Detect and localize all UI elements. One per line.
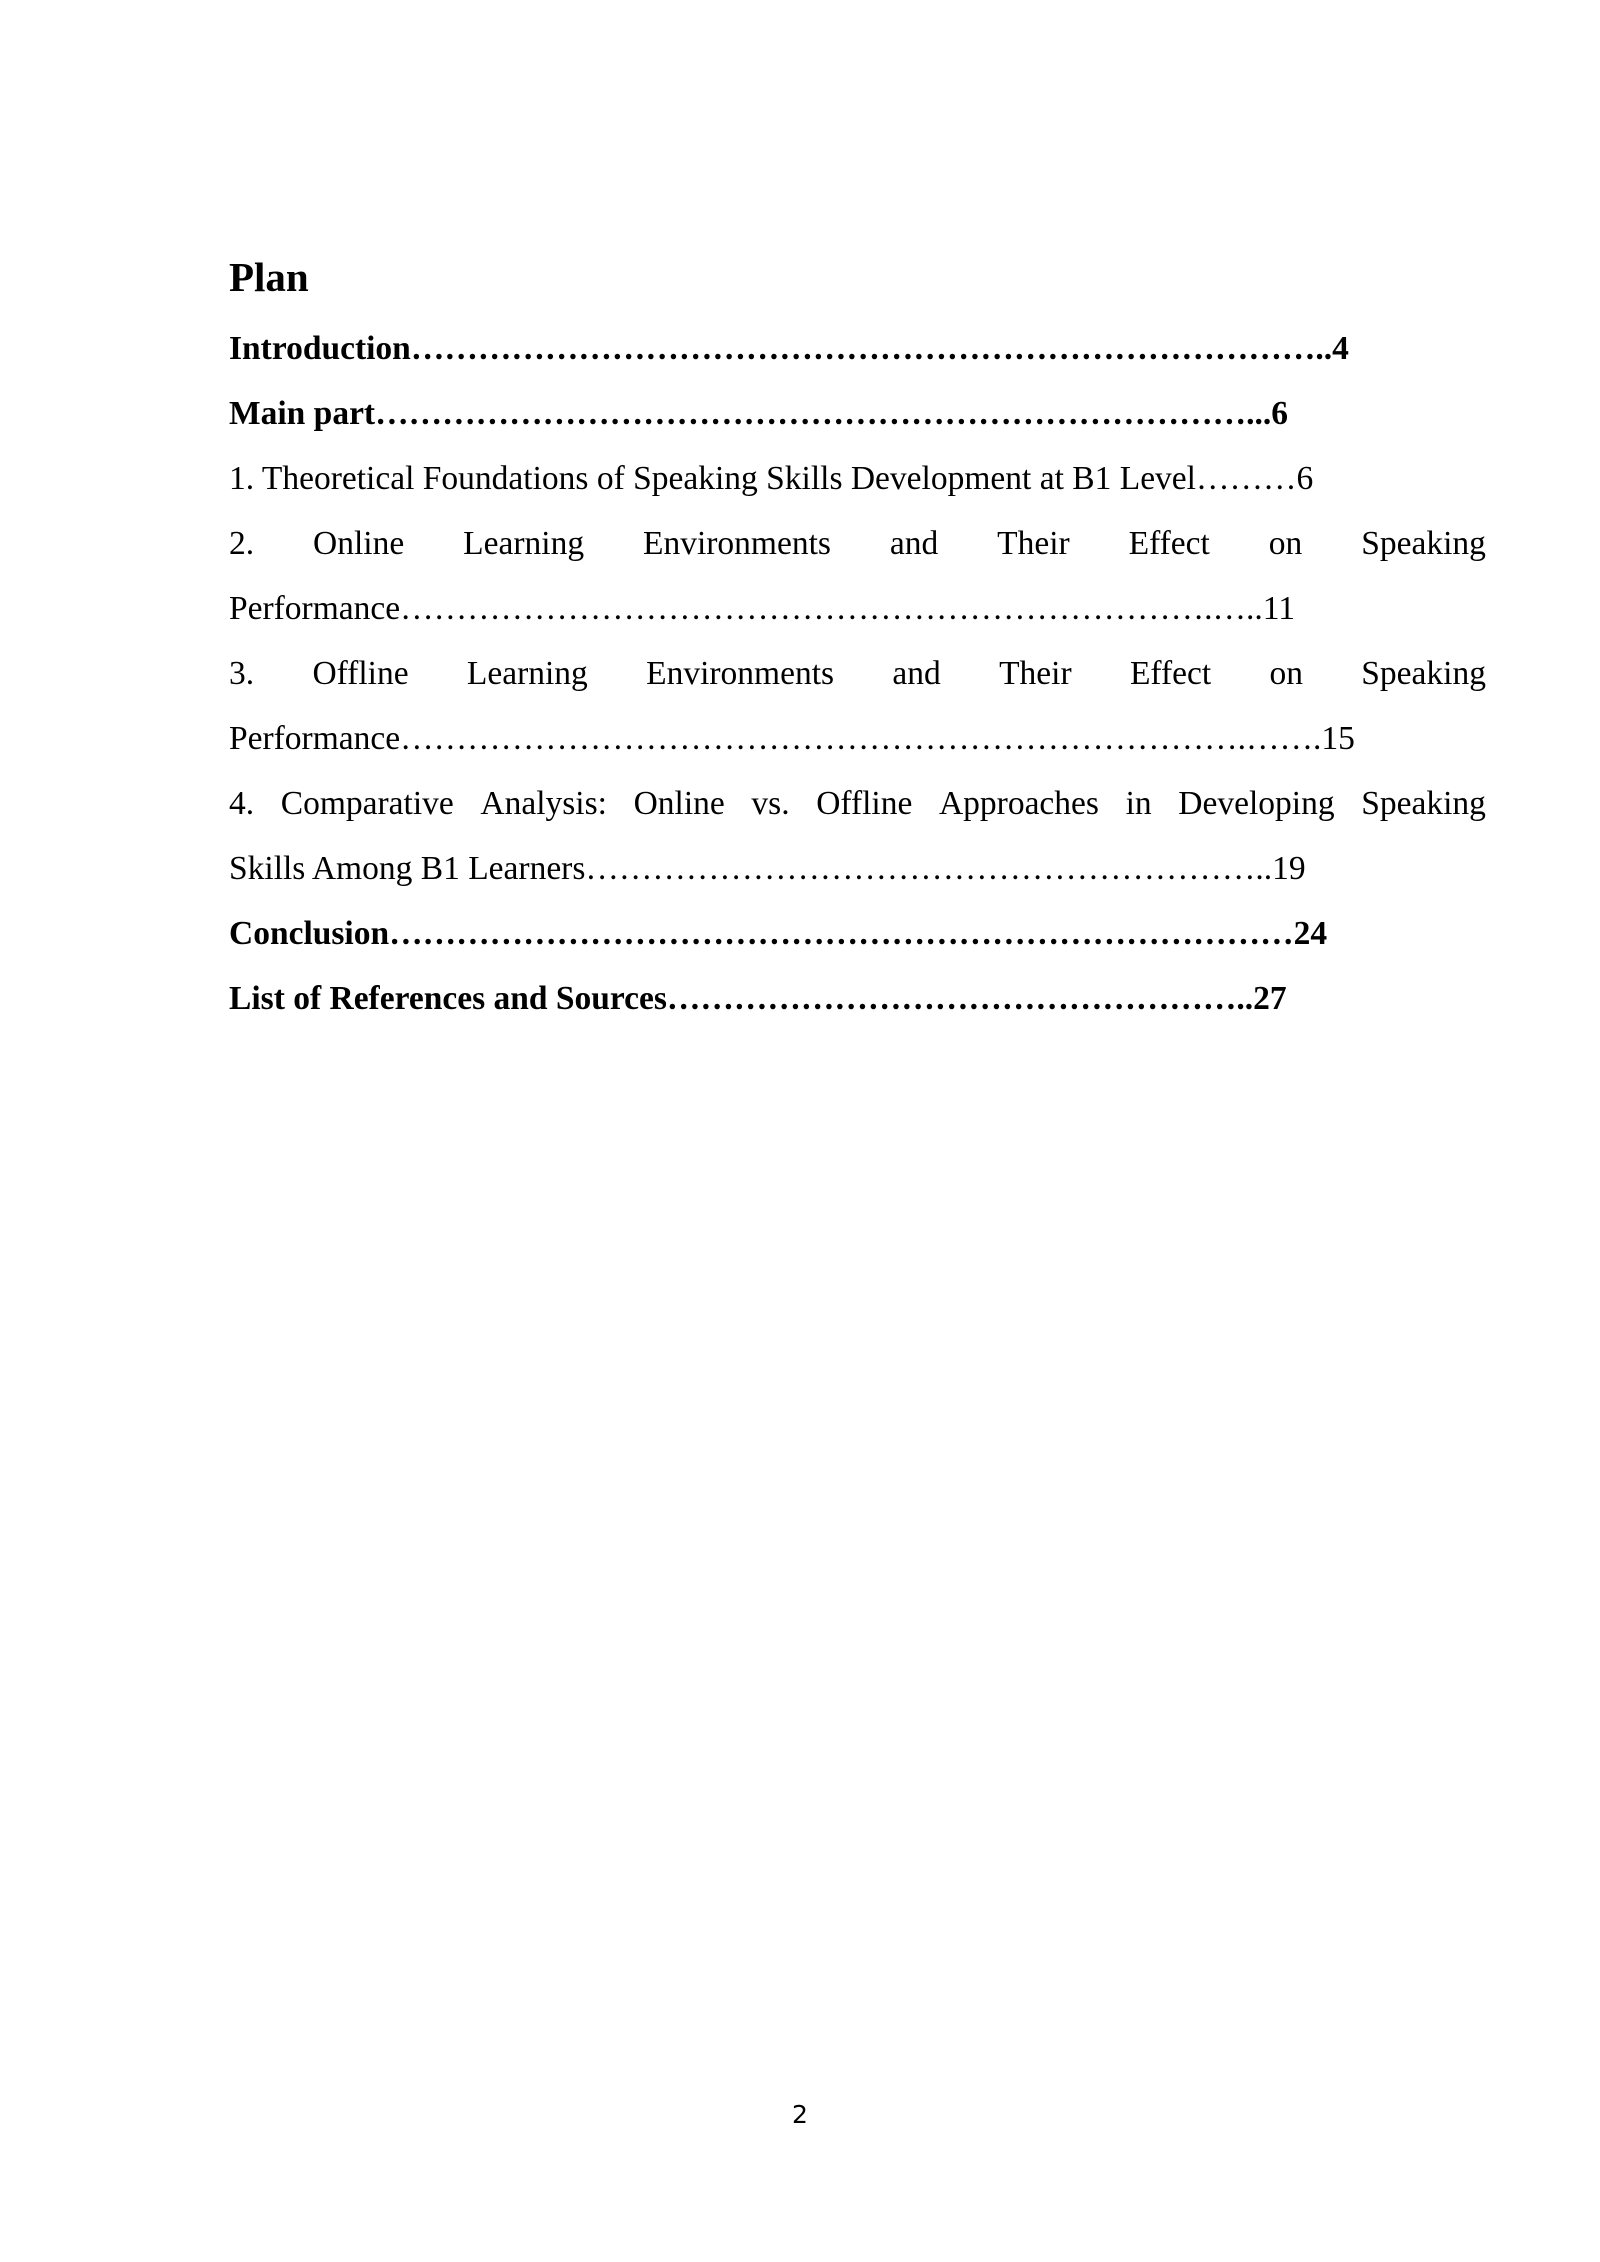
toc-item-2-continuation: Performance……………………………………………………………….…..11	[229, 590, 1296, 627]
toc-item-4-word: in	[1125, 785, 1152, 822]
toc-item-2-word: and	[889, 525, 939, 562]
toc-item-2-word: 2.	[229, 525, 255, 562]
toc-item-2-word: Online	[313, 525, 405, 562]
toc-item-2-word: Effect	[1128, 525, 1210, 562]
toc-item-3-continuation: Performance………………………………………………………………….…….15	[229, 720, 1355, 757]
toc-item-3-word: 3.	[229, 655, 255, 692]
toc-item-2-word: Environments	[643, 525, 831, 562]
toc-item-3-word: and	[892, 655, 941, 692]
toc-item-3-word: Environments	[646, 655, 835, 692]
toc-main-part: Main part……………………………………………………………………...6	[229, 395, 1288, 432]
toc-item-4	[229, 771, 1486, 836]
toc-item-4-continuation: Skills Among B1 Learners……………………………………………………..19	[229, 850, 1306, 887]
toc-item-3	[229, 641, 1486, 706]
toc-item-3-word: Effect	[1129, 655, 1212, 692]
toc-item-4-word: Comparative	[280, 785, 454, 822]
page-number: 2	[792, 2100, 808, 2129]
table-of-contents	[229, 250, 1486, 1031]
plan-title: Plan	[229, 254, 309, 300]
toc-item-3-word: Offline	[312, 655, 409, 692]
toc-item-4-word: vs.	[751, 785, 790, 822]
toc-item-4-word: Developing	[1178, 785, 1335, 822]
toc-item-4-word: Online	[633, 785, 725, 822]
toc-item-2-word: on	[1268, 525, 1303, 562]
toc-item-4-word: Speaking	[1361, 785, 1486, 822]
toc-item-3-word: Their	[999, 655, 1072, 692]
toc-item-3-word: Speaking	[1361, 655, 1486, 692]
toc-item-2-word: Speaking	[1361, 525, 1486, 562]
toc-item-4-word: Analysis:	[480, 785, 607, 822]
toc-item-3-word: on	[1269, 655, 1303, 692]
toc-item-4-word: Approaches	[938, 785, 1099, 822]
toc-item-2-word: Their	[997, 525, 1070, 562]
toc-item-2-word: Learning	[463, 525, 585, 562]
toc-item-1: 1. Theoretical Foundations of Speaking Skills Development at B1 Level………6	[229, 460, 1314, 497]
toc-item-4-word: Offline	[816, 785, 913, 822]
toc-references: List of References and Sources……………………………………………..27	[229, 980, 1287, 1017]
toc-item-4-word: 4.	[229, 785, 255, 822]
toc-item-3-word: Learning	[466, 655, 588, 692]
toc-introduction: Introduction………………………………………………………………………..4	[229, 330, 1349, 367]
toc-conclusion: Conclusion………………………………………………………………………24	[229, 915, 1328, 952]
toc-item-2	[229, 511, 1486, 576]
